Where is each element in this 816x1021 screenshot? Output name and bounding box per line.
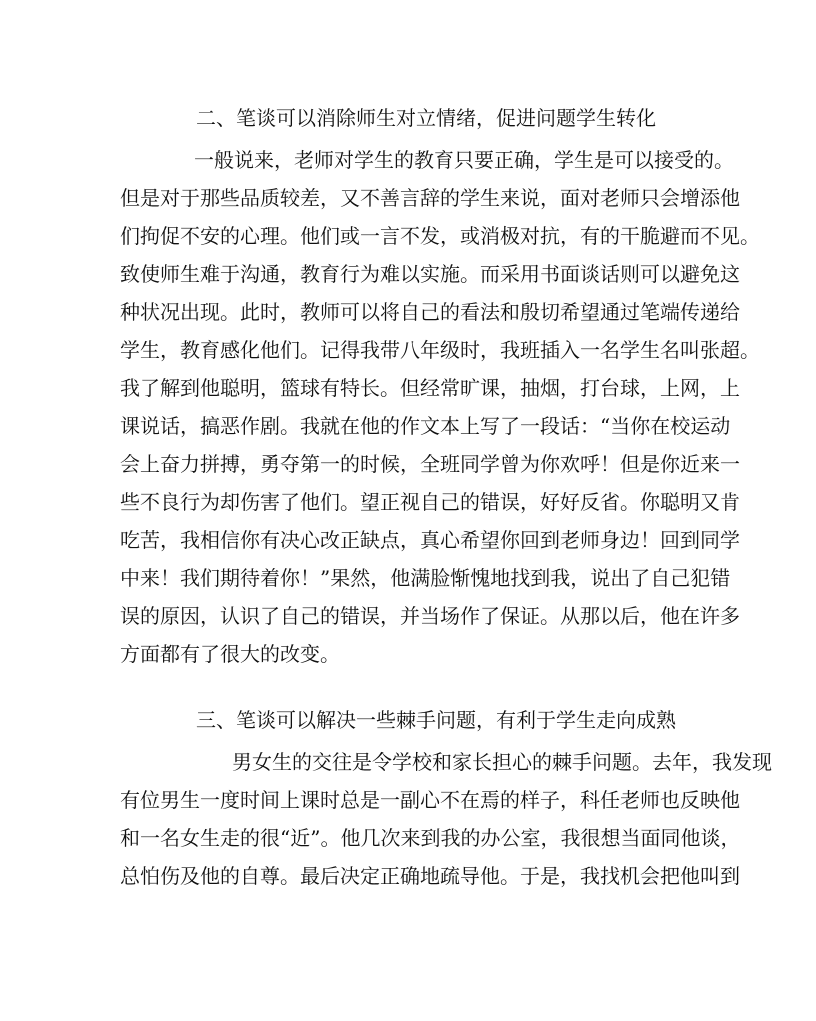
- body-line: 但是对于那些品质较差，又不善言辞的学生来说，面对老师只会增添他: [120, 186, 740, 210]
- body-line: 致使师生难于沟通，教育行为难以实施。而采用书面谈话则可以避免这: [120, 262, 740, 286]
- body-line: 总怕伤及他的自尊。最后决定正确地疏导他。于是，我找机会把他叫到: [120, 864, 740, 888]
- body-line: 课说话，搞恶作剧。我就在他的作文本上写了一段话：“当你在校运动: [120, 414, 731, 438]
- body-line: 些不良行为却伤害了他们。望正视自己的错误，好好反省。你聪明又肯: [120, 490, 740, 514]
- body-line: 我了解到他聪明，篮球有特长。但经常旷课，抽烟，打台球，上网，上: [120, 376, 740, 400]
- body-line: 男女生的交往是令学校和家长担心的棘手问题。去年，我发现: [232, 750, 772, 774]
- body-line: 会上奋力拼搏，勇夺第一的时候，全班同学曾为你欢呼！但是你近来一: [120, 452, 740, 476]
- body-line: 一般说来，老师对学生的教育只要正确，学生是可以接受的。: [194, 148, 734, 172]
- section-2-heading: 二、笔谈可以消除师生对立情绪，促进问题学生转化: [196, 106, 656, 130]
- body-line: 误的原因，认识了自己的错误，并当场作了保证。从那以后，他在许多: [120, 604, 740, 628]
- body-line: 们拘促不安的心理。他们或一言不发，或消极对抗，有的干脆避而不见。: [120, 224, 760, 248]
- body-line: 和一名女生走的很“近”。他几次来到我的办公室，我很想当面同他谈，: [120, 826, 741, 850]
- body-line: 方面都有了很大的改变。: [120, 642, 340, 666]
- body-line: 种状况出现。此时，教师可以将自己的看法和殷切希望通过笔端传递给: [120, 300, 740, 324]
- body-line: 学生，教育感化他们。记得我带八年级时，我班插入一名学生名叫张超。: [120, 338, 760, 362]
- section-3-heading: 三、笔谈可以解决一些棘手问题，有利于学生走向成熟: [196, 708, 676, 732]
- body-line: 有位男生一度时间上课时总是一副心不在焉的样子，科任老师也反映他: [120, 788, 740, 812]
- body-line: 中来！我们期待着你！”果然，他满脸惭愧地找到我，说出了自己犯错: [120, 566, 731, 590]
- body-line: 吃苦，我相信你有决心改正缺点，真心希望你回到老师身边！回到同学: [120, 528, 740, 552]
